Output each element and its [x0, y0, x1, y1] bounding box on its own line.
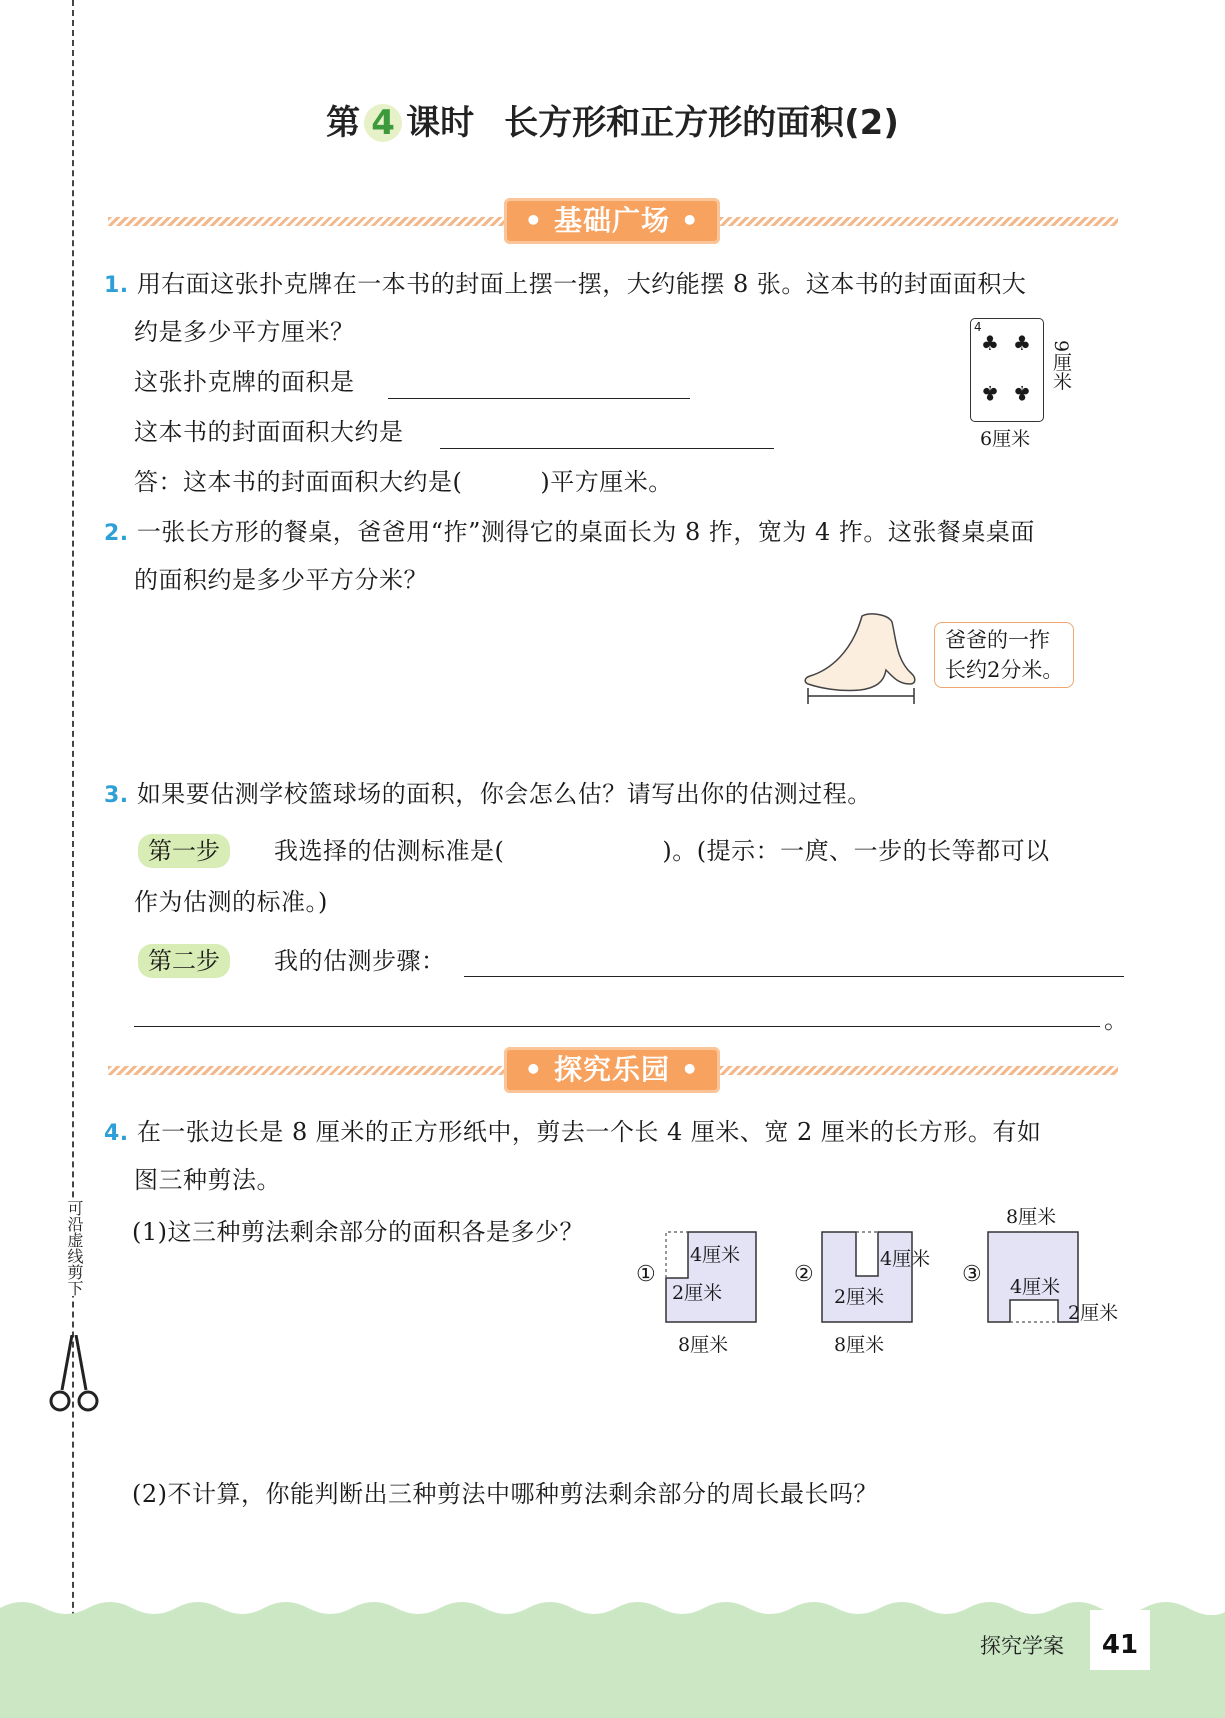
playing-card [970, 318, 1044, 422]
q1-line1: 1. 用右面这张扑克牌在一本书的封面上摆一摆，大约能摆 8 张。这本书的封面面积大 [104, 270, 1027, 298]
section-stripe-left [108, 217, 506, 226]
q3-step1-line2: 作为估测的标准。) [134, 888, 328, 916]
section-stripe-right [720, 217, 1118, 226]
figure2-label-a: 4厘米 [880, 1248, 931, 1270]
q2-line1: 2. 一张长方形的餐桌，爸爸用“拃”测得它的桌面长为 8 拃，宽为 4 拃。这张餐桌桌面 [104, 518, 1035, 546]
cut-dashed-line [72, 0, 74, 1718]
title-lesson: 课时 [406, 103, 475, 143]
q2-hint-box [934, 622, 1074, 688]
q3-line1: 3. 如果要估测学校篮球场的面积，你会怎么估？请写出你的估测过程。 [104, 780, 872, 808]
page-title [0, 95, 1225, 144]
q1-cover-area-blank[interactable] [440, 448, 774, 449]
cut-hint: 可沿虚线剪下 [60, 1200, 84, 1296]
figure2-mark: ② [794, 1262, 814, 1287]
step1-badge: 第一步 [138, 834, 230, 868]
q3-number: 3. [104, 783, 129, 808]
figure3-mark: ③ [962, 1262, 982, 1287]
q3-end-mark: 。 [1104, 1006, 1129, 1034]
hand-span-icon [800, 612, 924, 704]
q4-line1: 4. 在一张边长是 8 厘米的正方形纸中，剪去一个长 4 厘米、宽 2 厘米的长方形。有如 [104, 1118, 1042, 1146]
q2-hint-line2: 长约2分米。 [945, 658, 1064, 682]
figure1-mark: ① [636, 1262, 656, 1287]
q1-card-area-label: 这张扑克牌的面积是 [134, 368, 355, 396]
footer-book-name: 探究学案 [980, 1634, 1064, 1658]
scissors-icon [48, 1335, 100, 1415]
card-width-label: 6厘米 [980, 428, 1031, 450]
figure2-label-bottom: 8厘米 [834, 1334, 885, 1356]
q2-number: 2. [104, 521, 129, 546]
club-icon: ♣ [1013, 331, 1031, 355]
title-prefix: 第 [326, 103, 361, 143]
figure3-label-top: 8厘米 [1006, 1206, 1057, 1228]
section-stripe-left [108, 1066, 506, 1075]
club-icon: ♣ [1013, 381, 1031, 405]
figure1-label-b: 2厘米 [672, 1282, 723, 1304]
q3-step2-label: 我的估测步骤： [274, 947, 446, 975]
q2-hint-line1: 爸爸的一拃 [945, 628, 1050, 652]
q1-card-area-blank[interactable] [388, 398, 690, 399]
q3-step1-row [138, 834, 230, 868]
club-icon: ♣ [981, 331, 999, 355]
q1-answer: 答：这本书的封面面积大约是( )平方厘米。 [134, 468, 673, 496]
step2-badge: 第二步 [138, 944, 230, 978]
q4-sub1: (1)这三种剪法剩余部分的面积各是多少？ [132, 1218, 584, 1246]
q3-steps-blank-2[interactable] [134, 1026, 1100, 1027]
section-banner-explore: • 探究乐园 • [504, 1047, 720, 1093]
figure1-label-bottom: 8厘米 [678, 1334, 729, 1356]
q1-cover-area-label: 这本书的封面面积大约是 [134, 418, 404, 446]
q1-number: 1. [104, 273, 129, 298]
q2-line2: 的面积约是多少平方分米？ [134, 566, 428, 594]
section-stripe-right [720, 1066, 1118, 1075]
q1-line2: 约是多少平方厘米？ [134, 318, 355, 346]
q4-line2: 图三种剪法。 [134, 1166, 281, 1194]
card-height-label: 9厘米 [1050, 340, 1072, 391]
card-corner-index: 4 [974, 320, 982, 334]
figure1-label-a: 4厘米 [690, 1244, 741, 1266]
q4-number: 4. [104, 1121, 129, 1146]
lesson-number: 4 [364, 104, 402, 142]
club-icon: ♣ [981, 381, 999, 405]
q3-steps-blank-1[interactable] [464, 976, 1124, 977]
q3-step1-text: 我选择的估测标准是( )。(提示：一庹、一步的长等都可以 [274, 837, 1050, 865]
section-banner-basic: • 基础广场 • [504, 198, 720, 244]
page-number: 41 [1090, 1610, 1150, 1670]
figure3-label-a: 4厘米 [1010, 1276, 1061, 1298]
q3-step2-row [138, 944, 230, 978]
q4-sub2: (2)不计算，你能判断出三种剪法中哪种剪法剩余部分的周长最长吗？ [132, 1480, 878, 1508]
figure3-label-b: 2厘米 [1068, 1302, 1119, 1324]
title-topic: 长方形和正方形的面积(2) [504, 103, 899, 143]
figure2-label-b: 2厘米 [834, 1286, 885, 1308]
